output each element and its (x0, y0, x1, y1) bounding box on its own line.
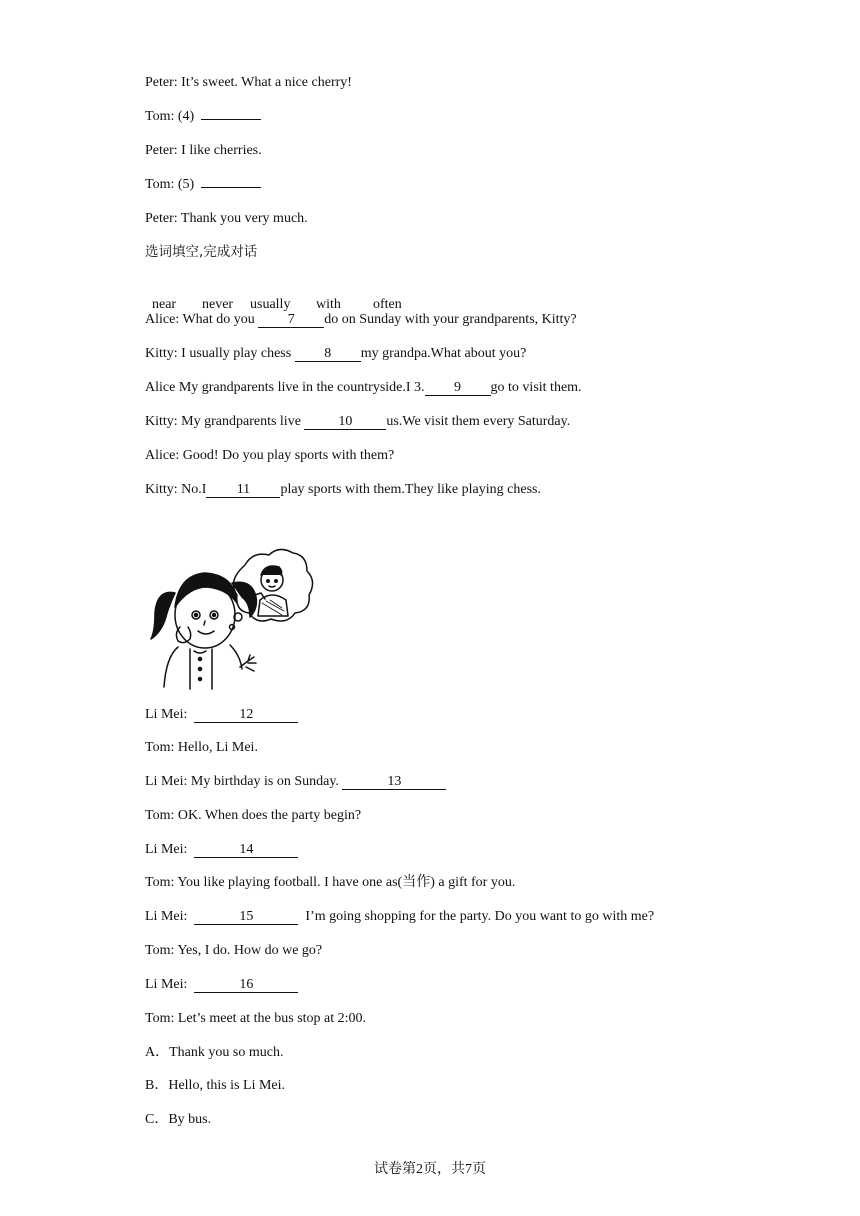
dialogue-line (145, 841, 298, 859)
line-text: Alice My grandparents live in the countryside.I 3. (145, 380, 425, 395)
option-b (145, 1077, 285, 1095)
answer-blank[interactable]: 14 (194, 842, 298, 858)
option-text: Hello, this is Li Mei. (168, 1078, 286, 1093)
girl-thinking-of-boy-illustration (150, 545, 315, 690)
answer-blank[interactable] (201, 119, 261, 120)
line-text: I’m going shopping for the party. Do you want to go with me? (298, 909, 655, 924)
section-instruction: 选词填空,完成对话 (145, 244, 258, 260)
line-text: Alice: Good! Do you play sports with them? (145, 448, 395, 463)
dialogue-line (145, 345, 526, 363)
question-number: (4) (177, 109, 195, 124)
dialogue-line (145, 976, 298, 994)
dialogue-line (145, 739, 258, 757)
page-footer: 试卷第2页，共7页 (374, 1162, 486, 1177)
dialogue-line (145, 210, 308, 228)
line-text: Li Mei: My birthday is on Sunday. (145, 774, 343, 789)
dialogue-line (145, 1010, 366, 1028)
option-letter: C． (145, 1112, 169, 1127)
line-text: Alice: What do you (145, 312, 259, 327)
line-text: Kitty: I usually play chess (145, 346, 295, 361)
line-text: Kitty: My grandparents live (145, 414, 305, 429)
dialogue-line (145, 942, 322, 960)
dialogue-line (145, 311, 577, 329)
option-text: Thank you so much. (169, 1045, 284, 1060)
word-bank-item: usually (250, 297, 291, 312)
line-text: Li Mei: (145, 909, 191, 924)
speaker: Tom: (145, 109, 175, 124)
answer-blank[interactable]: 15 (194, 909, 298, 925)
line-text: my grandpa.What about you? (360, 346, 527, 361)
line-text: play sports with them.They like playing chess. (280, 482, 541, 497)
question-number: (5) (177, 177, 195, 192)
dialogue-line (145, 874, 515, 892)
line-text: do on Sunday with your grandparents, Kitty? (324, 312, 577, 327)
option-letter: A． (145, 1045, 170, 1060)
word-bank-item: with (316, 297, 341, 312)
dialogue-line (145, 108, 261, 126)
word-bank-item: often (373, 297, 402, 312)
line-text: Tom: OK. When does the party begin? (145, 808, 362, 823)
line-text: go to visit them. (490, 380, 582, 395)
line-text: us.We visit them every Saturday. (386, 414, 571, 429)
dialogue-line (145, 773, 446, 791)
dialogue-line (145, 706, 298, 724)
answer-blank[interactable]: 7 (258, 312, 324, 328)
answer-blank[interactable]: 13 (342, 774, 446, 790)
answer-blank[interactable]: 10 (304, 414, 386, 430)
line-text: Tom: You like playing football. I have one as(当作) a gift for you. (145, 875, 516, 890)
line-text: It’s sweet. What a nice cherry! (181, 75, 352, 90)
dialogue-line (145, 481, 541, 499)
line-text: Tom: Yes, I do. How do we go? (145, 943, 323, 958)
dialogue-line (145, 74, 352, 92)
dialogue-line (145, 807, 361, 825)
option-c (145, 1111, 211, 1129)
word-bank-item: never (202, 297, 234, 312)
line-text: Li Mei: (145, 707, 191, 722)
dialogue-line (145, 908, 654, 926)
option-letter: B． (145, 1078, 169, 1093)
line-text: Tom: Hello, Li Mei. (145, 740, 258, 755)
dialogue-line (145, 142, 262, 160)
line-text: Li Mei: (145, 977, 191, 992)
option-text: By bus. (168, 1112, 212, 1127)
answer-blank[interactable]: 16 (194, 977, 298, 993)
dialogue-line (145, 379, 582, 397)
answer-blank[interactable]: 8 (295, 346, 361, 362)
line-text: Thank you very much. (180, 211, 308, 226)
dialogue-line (145, 447, 394, 465)
option-a (145, 1044, 283, 1062)
speaker: Peter: (145, 211, 178, 226)
speaker: Peter: (145, 143, 178, 158)
line-text: Kitty: No.I (145, 482, 207, 497)
answer-blank[interactable]: 12 (194, 707, 298, 723)
dialogue-line (145, 176, 261, 194)
speaker: Peter: (145, 75, 178, 90)
answer-blank[interactable]: 9 (425, 380, 491, 396)
word-bank (145, 278, 402, 314)
dialogue-line (145, 413, 570, 431)
answer-blank[interactable] (201, 187, 261, 188)
answer-blank[interactable]: 11 (206, 482, 280, 498)
word-bank-item: near (152, 297, 177, 312)
speaker: Tom: (145, 177, 175, 192)
line-text: Tom: Let’s meet at the bus stop at 2:00. (145, 1011, 367, 1026)
line-text: Li Mei: (145, 842, 191, 857)
line-text: I like cherries. (181, 143, 262, 158)
